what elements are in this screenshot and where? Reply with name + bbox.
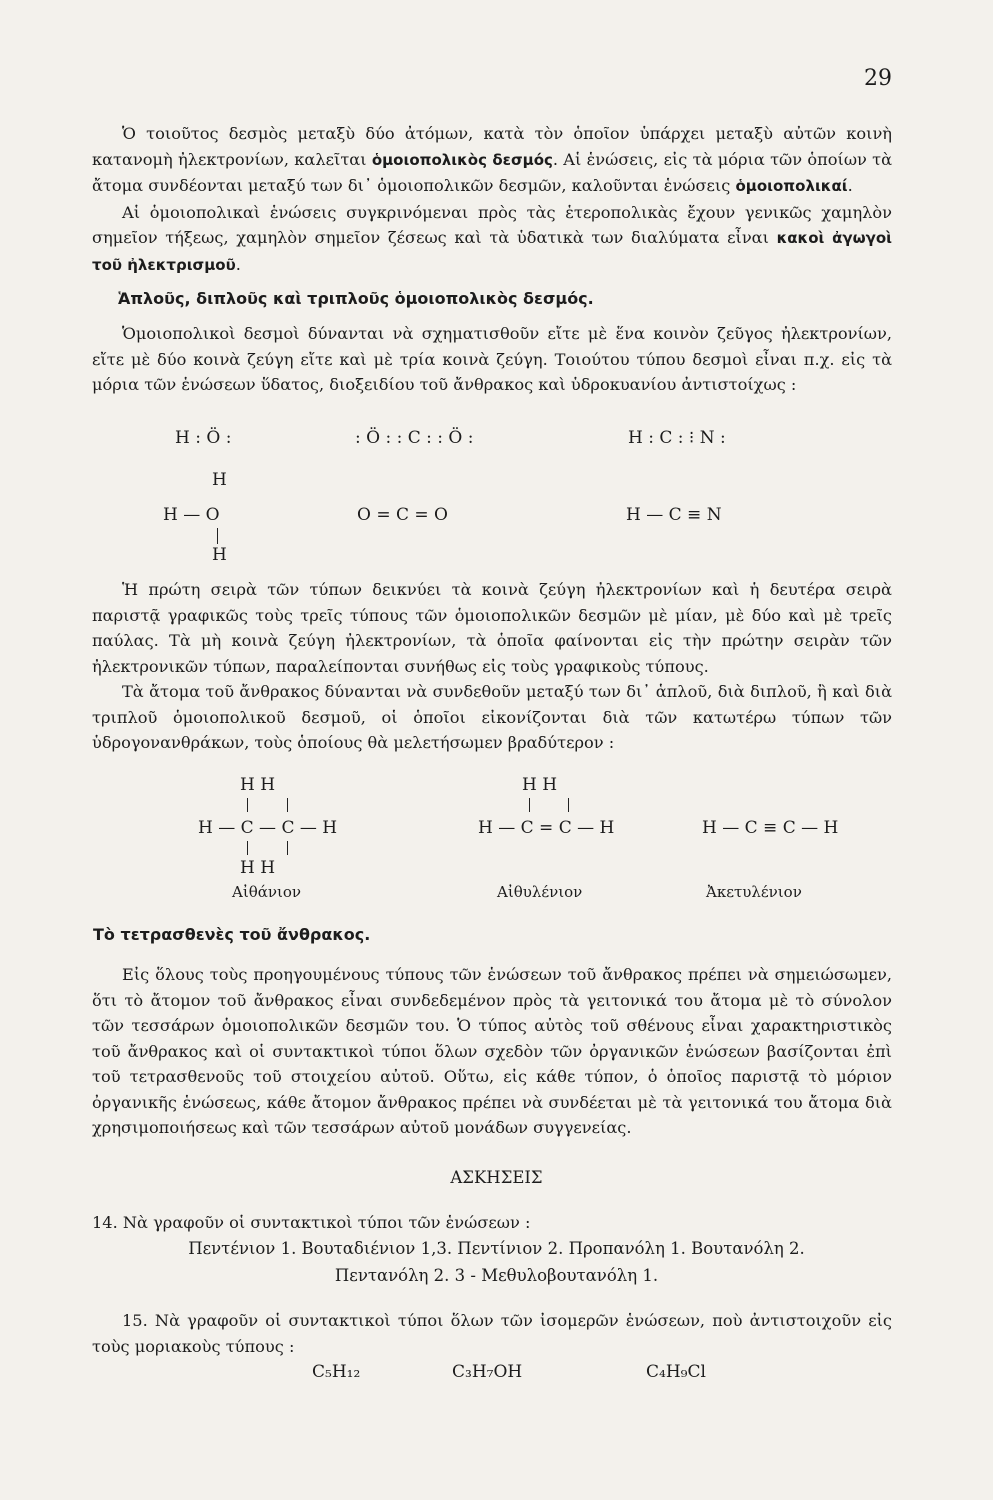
para3-text: Ὁμοιοπολικοὶ δεσμοὶ δύνανται νὰ σχηματισθοῦν εἴτε μὲ ἕνα κοινὸν ζεῦγος ἠλεκτρονίων, εἴτε μὲ δύο κοινὰ ζεύγη εἴτε καὶ μὲ τρία κοινὰ ζεύγη. Τοιούτου τύπου δεσμοὶ εἶναι π.χ. εἰς τὰ μόρια τῶν ἑνώσεων ὕδατος, διοξειδίου τοῦ ἄνθρακος καὶ ὑδροκυανίου ἀντιστοίχως : [92, 324, 892, 394]
formula-c5h12: C₅H₁₂ [312, 1362, 361, 1382]
water-bond-line [217, 528, 218, 544]
acetylene-name: Ἀκετυλένιον [706, 883, 802, 901]
para5-text: Τὰ ἄτομα τοῦ ἄνθρακος δύνανται νὰ συνδεθοῦν μεταξύ των δι᾽ ἁπλοῦ, διὰ διπλοῦ, ἢ καὶ διὰ τριπλοῦ ὁμοιοπολικοῦ δεσμοῦ, οἱ ὁποῖοι εἰκονίζονται διὰ τῶν κατωτέρω τύπων τῶν ὑδρογονανθράκων, τοὺς ὁποίους θὰ μελετήσωμεν βραδύτερον : [92, 682, 892, 752]
water-electron-formula: H : Ö : [175, 428, 232, 448]
ethane-formula: H — C — C — H [198, 818, 338, 838]
hcn-structural-formula: H — C ≡ N [626, 505, 722, 525]
paragraph-tetravalent [92, 962, 892, 1141]
formula-c4h9cl: C₄H₉Cl [646, 1362, 706, 1382]
para1-text-c: . Αἱ ἑνώσεις, εἰς τὰ μόρια τῶν ὁποίων τὰ ἄτομα συνδέονται μεταξύ των δι᾽ ὁμοιοπολικῶν δεσμῶν, καλοῦνται ἑνώσεις [92, 149, 892, 195]
ethylene-formula: H — C = C — H [478, 818, 615, 838]
term-covalent: ὁμοιοπολικαί [735, 177, 848, 195]
para2-text-a: Αἱ ὁμοιοπολικαὶ ἑνώσεις συγκρινόμεναι πρὸς τὰς ἑτεροπολικὰς ἔχουν γενικῶς χαμηλὸν σημεῖον τήξεως, χαμηλὸν σημεῖον ζέσεως καὶ τὰ ὑδατικὰ των διαλύματα εἶναι [92, 202, 892, 247]
ethylene-bond-left [529, 798, 530, 812]
paragraph-covalent-bond [92, 121, 892, 278]
acetylene-formula: H — C ≡ C — H [702, 818, 839, 838]
ethane-bond-top-right [287, 798, 288, 812]
ethane-h-bottom: H H [240, 858, 276, 878]
para6-text: Εἰς ὅλους τοὺς προηγουμένους τύπους τῶν ἑνώσεων τοῦ ἄνθρακος πρέπει νὰ σημειώσωμεν, ὅτι τὸ ἄτομον τοῦ ἄνθρακος εἶναι συνδεδεμένον πρὸς τὰ γειτονικά του ἄτομα μὲ τὸ σύνολον τῶν τεσσάρων ὁμοιοπολικῶν δεσμῶν του. Ὁ τύπος αὐτὸς τοῦ σθένους εἶναι χαρακτηριστικὸς τοῦ ἄνθρακος καὶ οἱ συντακτικοὶ τύποι ὅλων σχεδὸν τῶν ὀργανικῶν ἑνώσεων βασίζονται ἐπὶ τοῦ τετρασθενοῦς τοῦ στοιχείου αὐτοῦ. Οὕτω, εἰς κάθε τύπον, ὁ ὁποῖος παριστᾷ τὸ μόριον ὀργανικῆς ἑνώσεως, κάθε ἄτομον ἄνθρακος πρέπει νὰ συνδέεται μὲ τὰ γειτονικά του ἄτομα διὰ χρησιμοποιήσεως καὶ τῶν τεσσάρων αὐτοῦ μονάδων συγγενείας. [92, 965, 892, 1137]
hcn-electron-formula: H : C : ⁝ N : [628, 428, 726, 448]
exercises-title: ΑΣΚΗΣΕΙΣ [450, 1168, 543, 1187]
exercise-15 [92, 1308, 892, 1359]
section-heading-tetravalent: Τὸ τετρασθενὲς τοῦ ἄνθρακος. [93, 925, 371, 944]
page-number: 29 [864, 66, 892, 91]
ethane-h-top: H H [240, 775, 276, 795]
co2-electron-formula: : Ö : : C : : Ö : [355, 428, 474, 448]
formula-c3h7oh: C₃H₇OH [452, 1362, 523, 1382]
para2-text-c: . [235, 254, 241, 274]
ethane-bond-top-left [247, 798, 248, 812]
exercise-14 [92, 1210, 892, 1236]
ethylene-name: Αἰθυλένιον [497, 883, 583, 901]
term-poor-conductors: κακοὶ ἀγωγοὶ τοῦ ἠλεκτρισμοῦ [92, 229, 892, 274]
co2-structural-formula: O = C = O [357, 505, 448, 525]
para1-text-e: . [847, 176, 853, 195]
exercise-14-line2: Πεντανόλη 2. 3 - Μεθυλοβουτανόλη 1. [334, 1266, 659, 1285]
exercise-15-intro: 15. Νὰ γραφοῦν οἱ συντακτικοὶ τύποι ὅλων τῶν ἰσομερῶν ἑνώσεων, ποὺ ἀντιστοιχοῦν εἰς τοὺς μοριακοὺς τύπους : [92, 1311, 892, 1356]
section-heading-bonds: Ἁπλοῦς, διπλοῦς καὶ τριπλοῦς ὁμοιοπολικὸς δεσμός. [118, 289, 594, 308]
ethane-bond-bottom-left [247, 841, 248, 855]
para1-text-a: Ὁ τοιοῦτος δεσμὸς μεταξὺ δύο ἀτόμων, κατὰ τὸν ὁποῖον ὑπάρχει μεταξὺ αὐτῶν κοινὴ κατανομὴ ἠλεκτρονίων, καλεῖται [92, 124, 892, 169]
ethane-name: Αἰθάνιον [232, 883, 302, 901]
exercise-14-intro: 14. Νὰ γραφοῦν οἱ συντακτικοὶ τύποι τῶν ἑνώσεων : [92, 1213, 531, 1232]
para4-text: Ἡ πρώτη σειρὰ τῶν τύπων δεικνύει τὰ κοινὰ ζεύγη ἠλεκτρονίων καὶ ἡ δευτέρα σειρὰ παριστᾷ γραφικῶς τοὺς τρεῖς τύπους τῶν ὁμοιοπολικῶν δεσμῶν μὲ μίαν, μὲ δύο καὶ μὲ τρεῖς παύλας. Τὰ μὴ κοινὰ ζεύγη ἠλεκτρονίων, τὰ ὁποῖα φαίνονται εἰς τὴν πρώτην σειρὰν τῶν ἠλεκτρονικῶν τύπων, παραλείπονται συνήθως εἰς τοὺς γραφικοὺς τύπους. [92, 580, 892, 676]
water-h-bottom: H [212, 545, 227, 565]
ethane-bond-bottom-right [287, 841, 288, 855]
paragraph-formula-explanation [92, 577, 892, 756]
water-structural-formula: H — O [163, 505, 220, 525]
paragraph-bond-types [92, 321, 892, 398]
exercise-14-line1: Πεντένιον 1. Βουταδιένιον 1,3. Πεντίνιον 2. Προπανόλη 1. Βουτανόλη 2. [188, 1239, 805, 1258]
ethylene-bond-right [568, 798, 569, 812]
ethylene-h-top: H H [522, 775, 558, 795]
term-covalent-bond: ὁμοιοπολικὸς δεσμός [371, 150, 553, 169]
water-h-top: H [212, 470, 227, 490]
